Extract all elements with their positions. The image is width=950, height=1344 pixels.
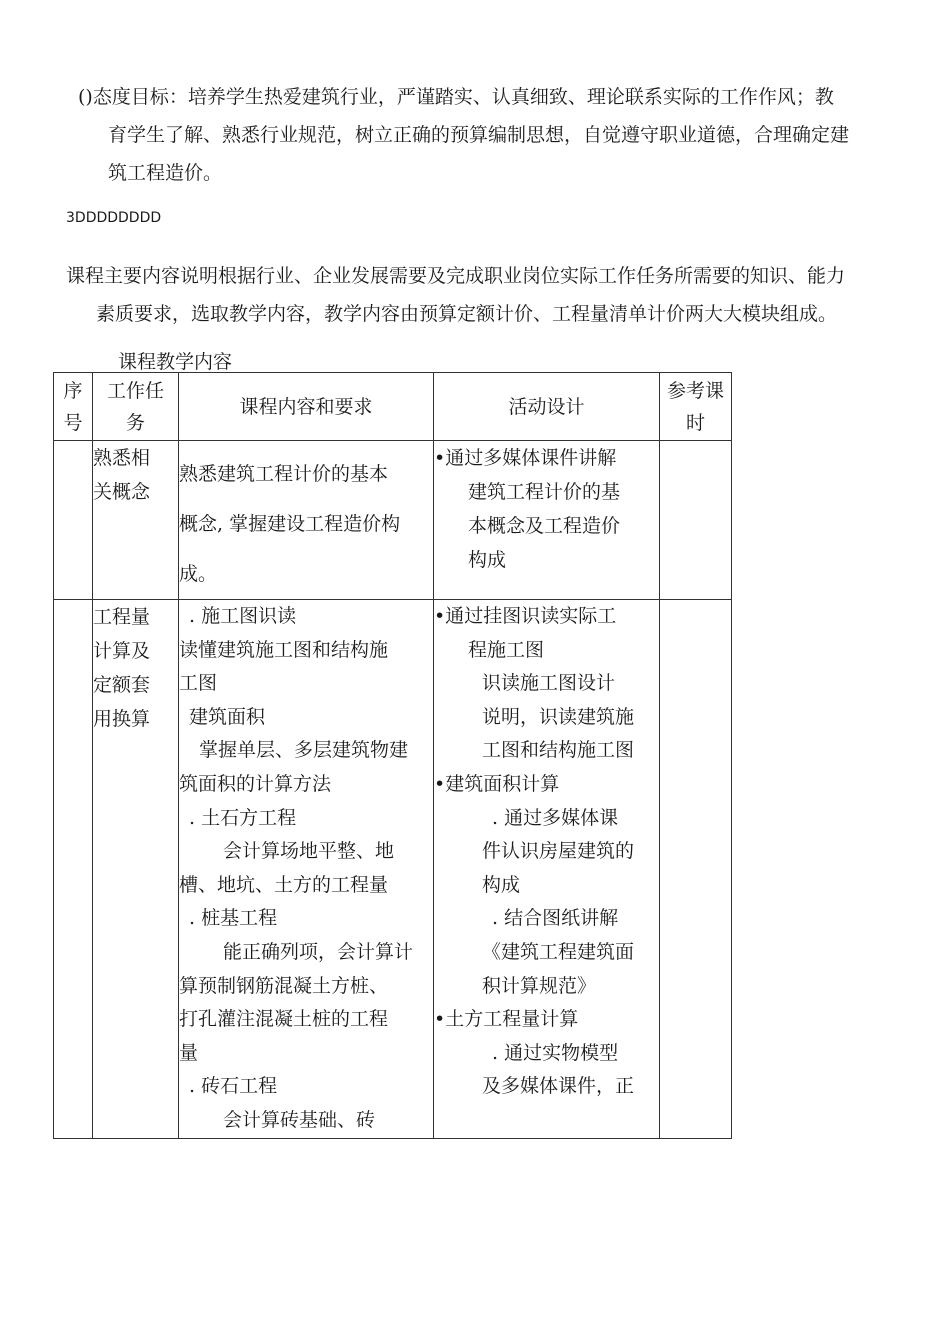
table-row xyxy=(54,441,732,600)
section-heading: 3DDDDDDDD xyxy=(66,210,162,226)
paragraph-line: 课程主要内容说明根据行业、企业发展需要及完成职业岗位实际工作任务所需要的知识、能力 xyxy=(66,265,846,287)
header-hours: 参考课 时 xyxy=(660,373,732,441)
cell-no xyxy=(54,441,93,600)
paragraph-line: 育学生了解、熟悉行业规范，树立正确的预算编制思想，自觉遵守职业道德，合理确定建 xyxy=(108,124,850,146)
cell-hours xyxy=(660,600,732,1139)
cell-hours xyxy=(660,441,732,600)
cell-activity: •通过多媒体课件讲解 建筑工程计价的基 本概念及工程造价 构成 xyxy=(434,441,660,600)
paragraph-line: 筑工程造价。 xyxy=(108,162,223,184)
header-content: 课程内容和要求 xyxy=(179,373,434,441)
table-row xyxy=(54,600,732,1139)
cell-task: 工程量 计算及 定额套 用换算 xyxy=(93,600,179,1139)
header-activity: 活动设计 xyxy=(434,373,660,441)
paragraph-line: ()态度目标：培养学生热爱建筑行业，严谨踏实、认真细致、理论联系实际的工作作风；教 xyxy=(78,86,834,108)
paragraph-line: 素质要求，选取教学内容，教学内容由预算定额计价、工程量清单计价两大大模块组成。 xyxy=(96,303,838,325)
cell-no xyxy=(54,600,93,1139)
cell-content: 熟悉建筑工程计价的基本 概念, 掌握建设工程造价构 成。 xyxy=(179,441,434,600)
table-caption: 课程教学内容 xyxy=(118,351,233,373)
table-header-row xyxy=(54,373,732,441)
cell-activity: •通过挂图识读实际工 程施工图 识读施工图设计 说明，识读建筑施 工图和结构施工图 •建筑面积计算 . 通过多媒体课 件认识房屋建筑的 构成 . 结合图纸讲解 《建筑工程建筑面 积计算规范》 •土方工程量计算 . 通过实物模型 及多媒体课件，正 xyxy=(434,600,660,1139)
course-content-paragraph xyxy=(66,257,896,333)
header-task: 工作任 务 xyxy=(93,373,179,441)
cell-task: 熟悉相 关概念 xyxy=(93,441,179,600)
course-content-table xyxy=(53,372,732,1139)
attitude-goal-paragraph xyxy=(78,78,896,192)
cell-content: . 施工图识读 读懂建筑施工图和结构施 工图 建筑面积 掌握单层、多层建筑物建 筑面积的计算方法 . 土石方工程 会计算场地平整、地 槽、地坑、土方的工程量 . 桩基工程 能正确列项，会计算计 算预制钢筋混凝土方桩、 打孔灌注混凝土桩的工程 量 . 砖石工程 会计算砖基础、砖 xyxy=(179,600,434,1139)
header-no: 序 号 xyxy=(54,373,93,441)
